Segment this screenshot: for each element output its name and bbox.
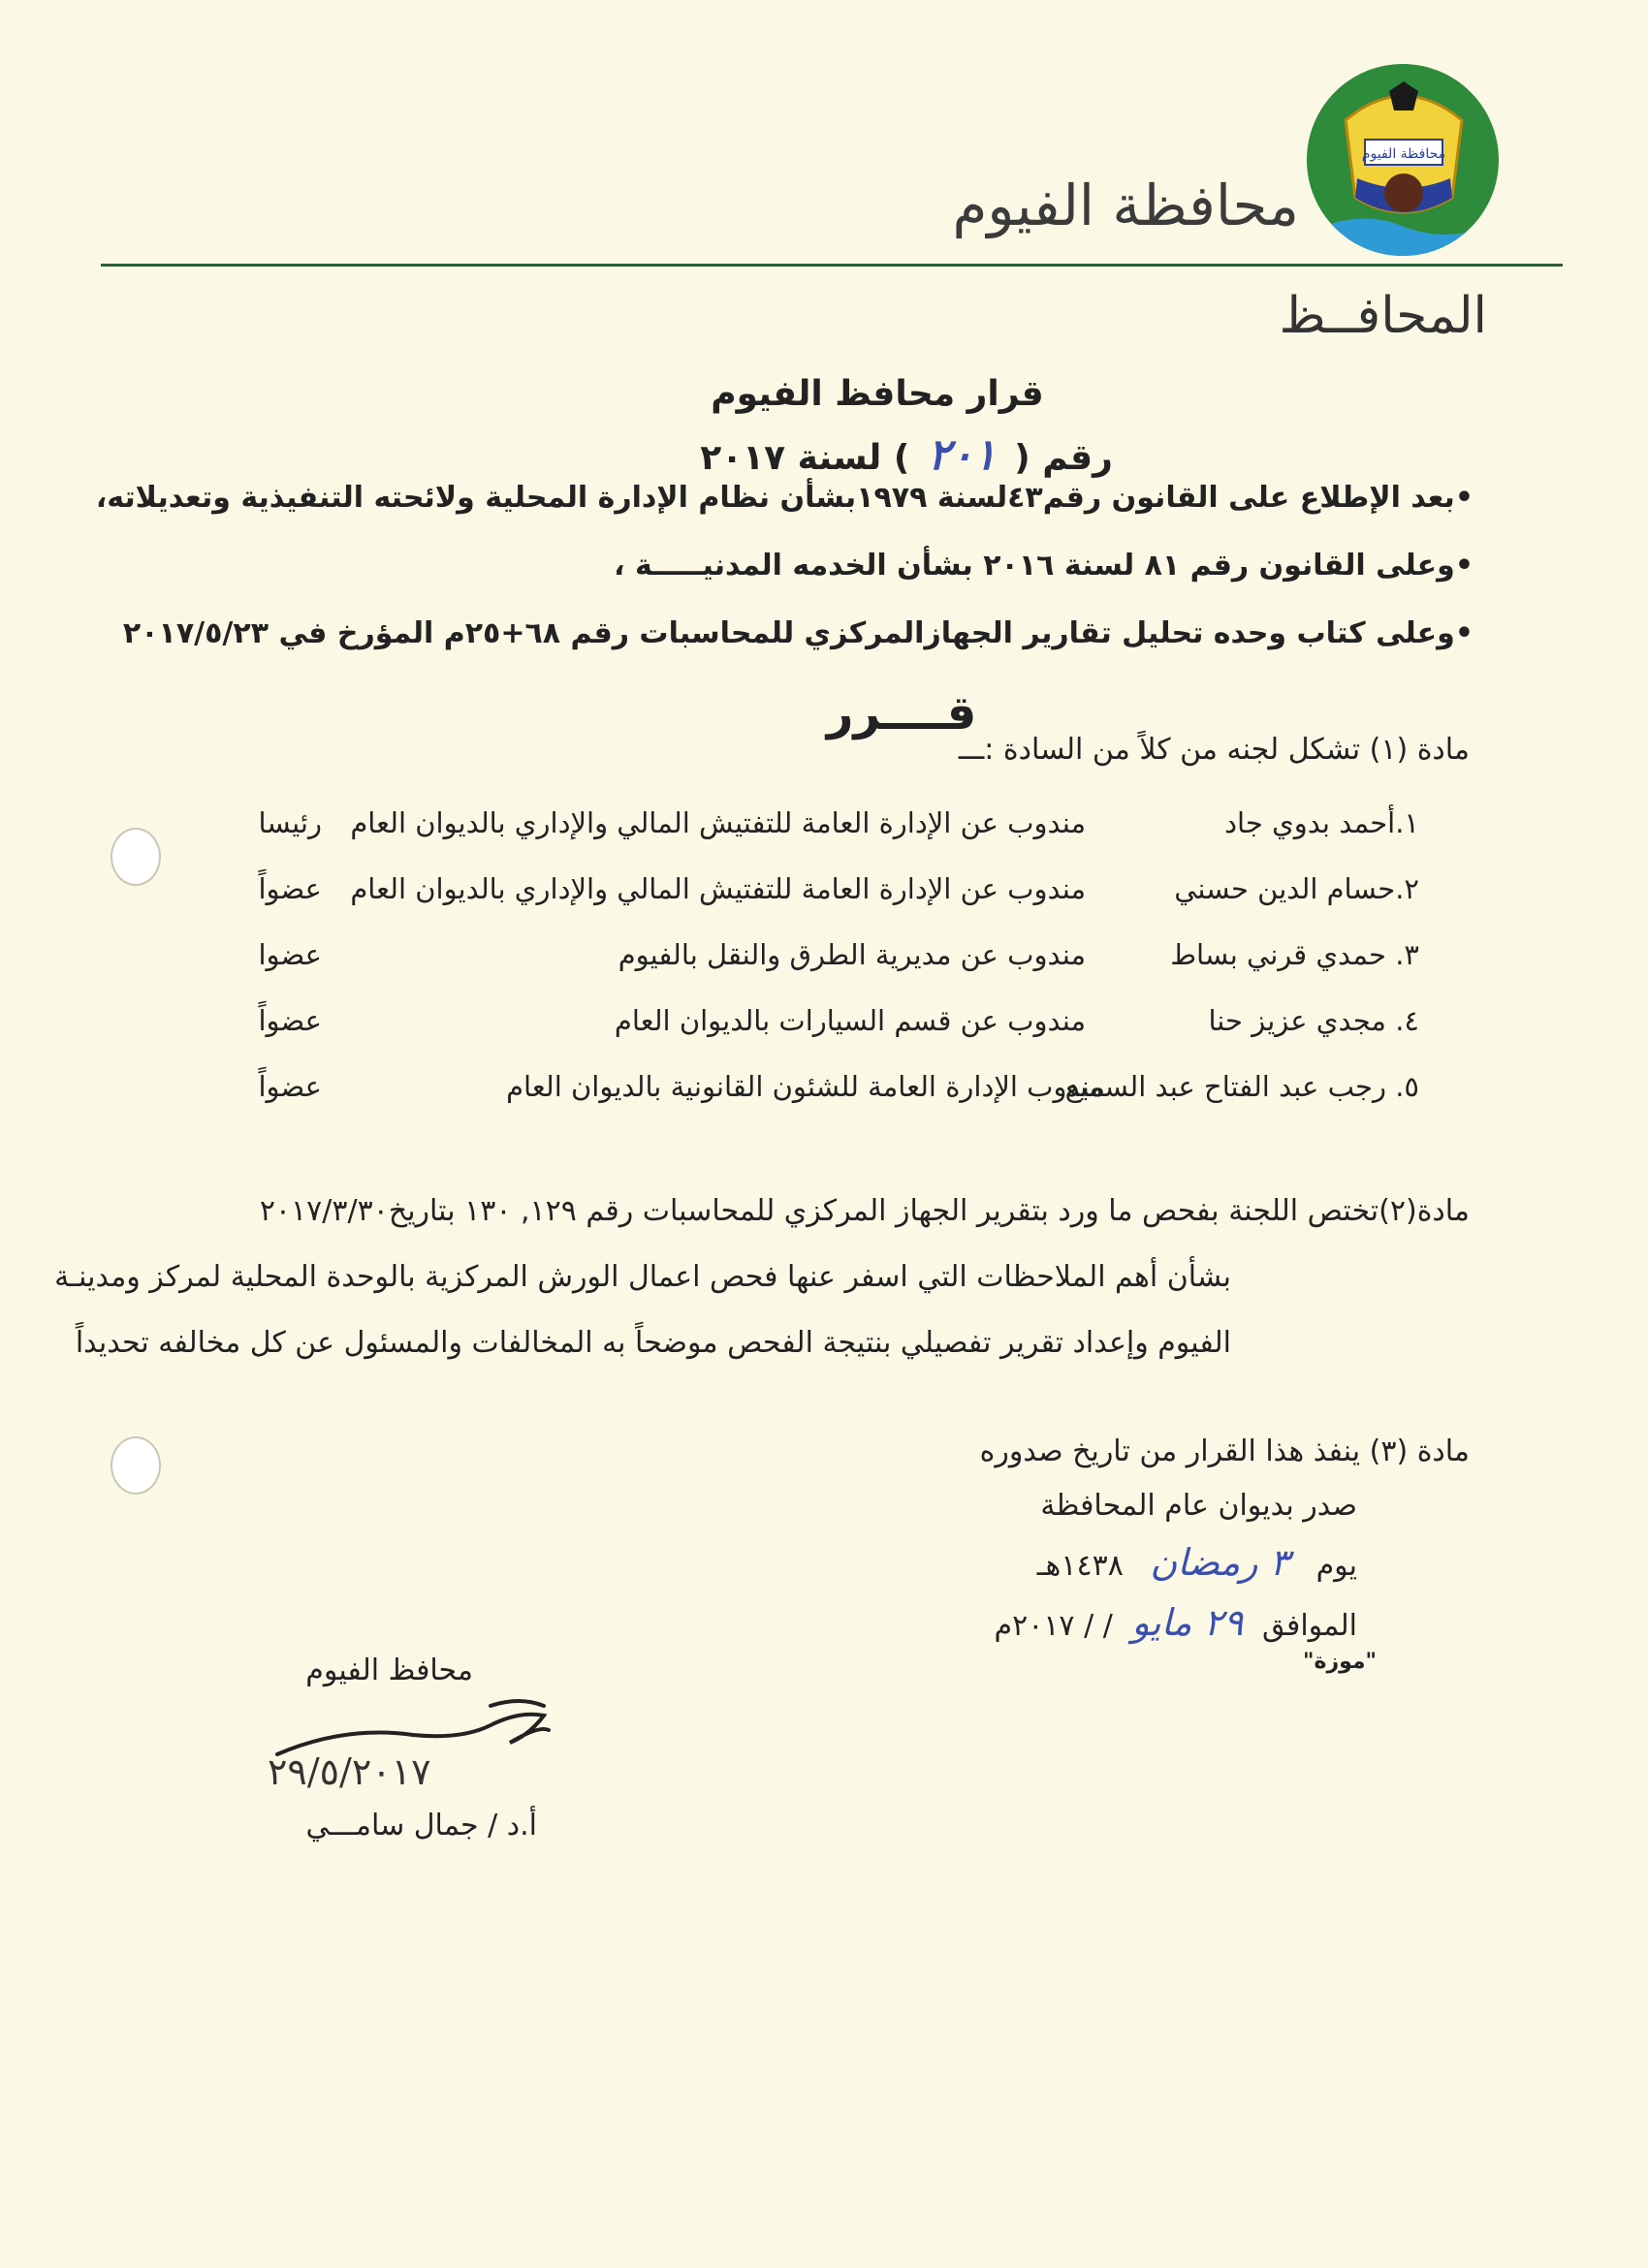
hijri-date-handwritten: ٣ رمضان: [1150, 1541, 1290, 1584]
corresponding-label: الموافق: [1261, 1609, 1357, 1643]
gregorian-year: / / ٢٠١٧م: [994, 1609, 1113, 1643]
decides-heading: قــــرر: [826, 686, 977, 740]
member-role: مندوب عن قسم السيارات بالديوان العام: [614, 1004, 1086, 1037]
member-role: مندوب عن الإدارة العامة للتفتيش المالي والإداري بالديوان العام: [350, 872, 1086, 905]
member-name: ٥. رجب عبد الفتاح عبد السميع: [1064, 1070, 1419, 1103]
article-1: مادة (١) تشكل لجنه من كلاً من السادة :ـــ: [958, 733, 1470, 767]
hijri-date-line: [1037, 1541, 1357, 1584]
member-position: عضواً: [258, 1004, 322, 1037]
member-role: مندوب عن الإدارة العامة للتفتيش المالي والإداري بالديوان العام: [350, 806, 1086, 839]
member-position: عضوا: [258, 938, 322, 971]
punch-hole: [111, 1436, 161, 1495]
member-position: رئيسا: [258, 806, 322, 839]
signatory-name: أ.د / جمال سامـــي: [305, 1809, 537, 1843]
article-2-line: الفيوم وإعداد تقرير تفصيلي بنتيجة الفحص موضحاً به المخالفات والمسئول عن كل مخالفه تحديداً: [75, 1326, 1231, 1360]
signature-date: ٢٩/٥/٢٠١٧: [268, 1750, 431, 1793]
decree-number: [0, 430, 1648, 480]
member-role: مندوب الإدارة العامة للشئون القانونية بالديوان العام: [506, 1070, 1105, 1103]
member-name: ٤. مجدي عزيز حنا: [1208, 1004, 1419, 1037]
article-2: [54, 1179, 1470, 1376]
hijri-year: ١٤٣٨هـ: [1036, 1549, 1124, 1583]
member-position: عضواً: [258, 1070, 322, 1103]
header-divider: [101, 264, 1563, 267]
decree-number-handwritten: ٢٠١: [927, 430, 997, 480]
preamble-line-2: •وعلى القانون رقم ٨١ لسنة ٢٠١٦ بشأن الخدمه المدنيـــــة ،: [614, 549, 1474, 583]
member-name: ٣. حمدي قرني بساط: [1170, 938, 1419, 971]
preamble-line-1: •بعد الإطلاع على القانون رقم٤٣لسنة ١٩٧٩بشأن نظام الإدارة المحلية ولائحته التنفيذية وتعديلاته،: [95, 481, 1474, 515]
member-name: ٢.حسام الدين حسني: [1174, 872, 1419, 905]
member-role: مندوب عن مديرية الطرق والنقل بالفيوم: [618, 938, 1086, 971]
seal-emblem-icon: [1336, 81, 1472, 227]
article-2-line: بشأن أهم الملاحظات التي اسفر عنها فحص اعمال الورش المركزية بالوحدة المحلية لمركز ومدينـة: [54, 1260, 1231, 1294]
gregorian-date-line: [995, 1601, 1357, 1644]
decree-number-prefix: رقم (: [1014, 438, 1113, 478]
gregorian-date-handwritten: ٢٩ مايو: [1131, 1601, 1244, 1644]
article-3: مادة (٣) ينفذ هذا القرار من تاريخ صدوره: [979, 1434, 1470, 1468]
svg-text:محافظة الفيوم: محافظة الفيوم: [1361, 146, 1446, 162]
preamble-line-3: •وعلى كتاب وحده تحليل تقارير الجهازالمركزي للمحاسبات رقم ٦٨+٢٥م المؤرخ في ٢٠١٧/٥/٢٣: [122, 616, 1474, 650]
initials: "موزة": [1303, 1650, 1377, 1674]
decree-title: قرار محافظ الفيوم: [711, 374, 1044, 414]
governorate-name: محافظة الفيوم: [952, 173, 1299, 238]
seal-lake-icon: [1307, 209, 1499, 256]
governorate-seal: [1307, 64, 1499, 256]
office-title: المحافــظ: [1279, 287, 1487, 345]
signatory-title: محافظ الفيوم: [305, 1654, 473, 1687]
article-2-line: مادة(٢)تختص اللجنة بفحص ما ورد بتقرير الجهاز المركزي للمحاسبات رقم ١٢٩, ١٣٠ بتاريخ٢٠١٧/٣/٣٠: [259, 1194, 1470, 1228]
issued-at: صدر بديوان عام المحافظة: [1040, 1489, 1357, 1523]
day-label: يوم: [1315, 1549, 1357, 1583]
punch-hole: [111, 828, 161, 886]
member-position: عضواً: [258, 872, 322, 905]
member-name: ١.أحمد بدوي جاد: [1224, 806, 1419, 839]
decree-number-suffix: ) لسنة ٢٠١٧: [700, 438, 910, 478]
